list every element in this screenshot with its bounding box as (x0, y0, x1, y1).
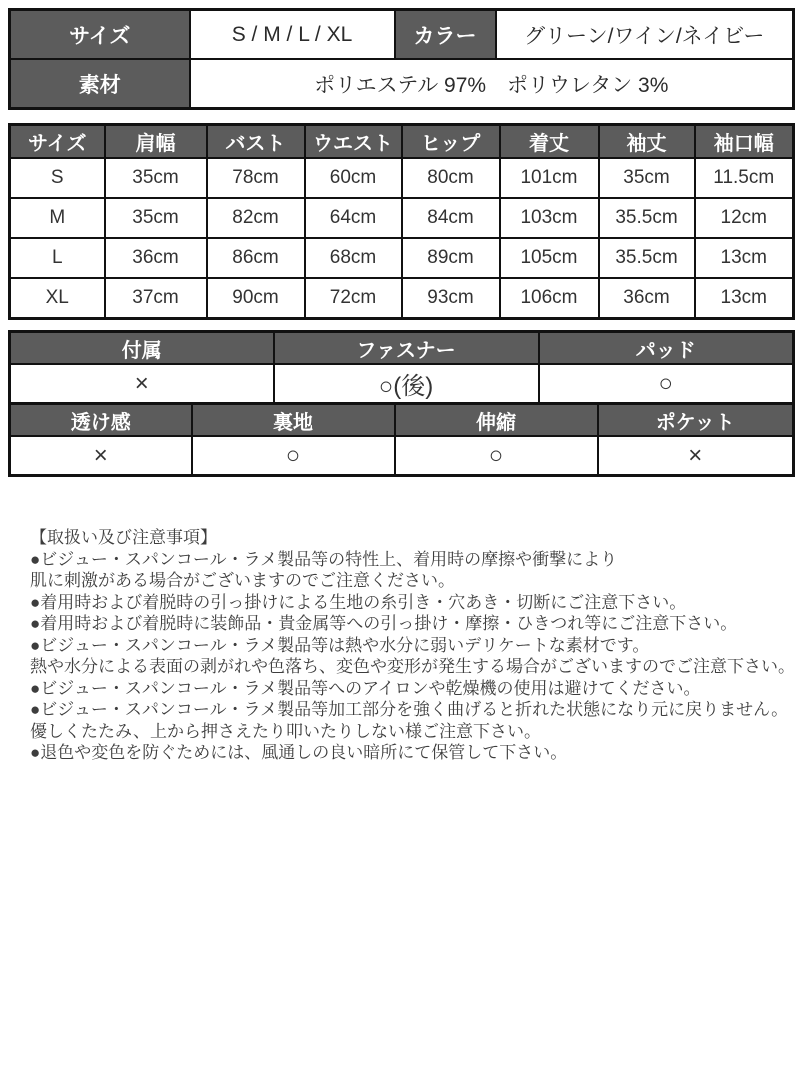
size-table-cell: 35cm (105, 198, 207, 238)
size-table-header-cell: サイズ (10, 125, 105, 159)
care-note-line: ●ビジュー・スパンコール・ラメ製品等へのアイロンや乾燥機の使用は避けてください。 (30, 678, 701, 698)
size-table-cell: 84cm (402, 198, 500, 238)
size-table-row-xl (10, 278, 794, 319)
spec-b-header-row (10, 404, 794, 437)
size-table-header-cell: 肩幅 (105, 125, 207, 159)
spec-value-cell: × (10, 364, 274, 404)
spec-header-cell: 伸縮 (395, 404, 598, 437)
spec-b-value-row (10, 436, 794, 476)
info-table (8, 8, 795, 110)
care-note-line: ●着用時および着脱時に装飾品・貴金属等への引っ掛け・摩擦・ひきつれ等にご注意下さい。 (30, 614, 738, 633)
size-table-cell: 106cm (500, 278, 599, 319)
care-note-line: ●着用時および着脱時の引っ掛けによる生地の糸引き・穴あき・切断にご注意下さい。 (30, 592, 687, 612)
size-table-cell: 12cm (695, 198, 794, 238)
care-note-line: 優しくたたみ、上から押さえたり叩いたりしない様ご注意下さい。 (30, 721, 542, 741)
size-table-cell: 90cm (207, 278, 305, 319)
size-table-cell: 101cm (500, 158, 599, 198)
size-table-cell: 82cm (207, 198, 305, 238)
size-table-cell: 11.5cm (695, 158, 794, 198)
info-table-row-material (10, 59, 794, 109)
size-table-cell: 35.5cm (599, 198, 695, 238)
size-table-cell: 78cm (207, 158, 305, 198)
color-value-cell: グリーン/ワイン/ネイビー (496, 10, 794, 60)
color-label-cell: カラー (395, 10, 496, 60)
size-table-cell: S (10, 158, 105, 198)
spec-header-cell: ポケット (598, 404, 794, 437)
spec-header-cell: 透け感 (10, 404, 192, 437)
size-table-cell: 93cm (402, 278, 500, 319)
size-table-header-cell: 着丈 (500, 125, 599, 159)
spec-value-cell: ○ (539, 364, 794, 404)
size-table-cell: 13cm (695, 278, 794, 319)
care-note-line: 熱や水分による表面の剥がれや色落ち、変色や変形が発生する場合がございますのでご注意下さい。 (30, 657, 795, 676)
care-note-line: ●ビジュー・スパンコール・ラメ製品等加工部分を強く曲げると折れた状態になり元に戻りません。 (30, 700, 789, 719)
size-table-row-l (10, 238, 794, 278)
size-table-cell: 60cm (305, 158, 402, 198)
size-table-header-row (10, 125, 794, 159)
spec-header-cell: 付属 (10, 332, 274, 365)
size-table-cell: 103cm (500, 198, 599, 238)
material-value-cell: ポリエステル 97% ポリウレタン 3% (190, 59, 794, 109)
size-table-cell: XL (10, 278, 105, 319)
size-table-row-s (10, 158, 794, 198)
care-notes (8, 527, 795, 764)
size-value-cell: S / M / L / XL (190, 10, 395, 60)
size-table-cell: 72cm (305, 278, 402, 319)
size-table-cell: M (10, 198, 105, 238)
size-table-cell: 13cm (695, 238, 794, 278)
care-notes-title: 【取扱い及び注意事項】 (30, 528, 217, 547)
size-table-cell: 35cm (599, 158, 695, 198)
size-table-header-cell: バスト (207, 125, 305, 159)
size-table-cell: 105cm (500, 238, 599, 278)
spec-value-cell: ○ (395, 436, 598, 476)
spec-table-accessories (8, 330, 795, 405)
spec-table-features (8, 402, 795, 477)
care-note-line: ●退色や変色を防ぐためには、風通しの良い暗所にて保管して下さい。 (30, 743, 568, 762)
size-table-cell: L (10, 238, 105, 278)
size-table-cell: 64cm (305, 198, 402, 238)
spec-value-cell: × (10, 436, 192, 476)
info-table-row-size-color (10, 10, 794, 60)
size-table-cell: 35cm (105, 158, 207, 198)
size-table-cell: 80cm (402, 158, 500, 198)
care-note-line: ●ビジュー・スパンコール・ラメ製品等は熱や水分に弱いデリケートな素材です。 (30, 635, 650, 655)
spec-value-cell: ○(後) (274, 364, 539, 404)
material-label-cell: 素材 (10, 59, 190, 109)
spec-a-header-row (10, 332, 794, 365)
size-label-cell: サイズ (10, 10, 190, 60)
spec-header-cell: 裏地 (192, 404, 395, 437)
spec-value-cell: × (598, 436, 794, 476)
size-table-header-cell: ヒップ (402, 125, 500, 159)
size-measurement-table (8, 123, 795, 320)
size-table-cell: 36cm (599, 278, 695, 319)
size-table-cell: 68cm (305, 238, 402, 278)
size-table-cell: 86cm (207, 238, 305, 278)
care-note-line: ●ビジュー・スパンコール・ラメ製品等の特性上、着用時の摩擦や衝撃により (30, 549, 618, 569)
spec-header-cell: ファスナー (274, 332, 539, 365)
size-table-row-m (10, 198, 794, 238)
care-note-line: 肌に刺激がある場合がございますのでご注意ください。 (30, 571, 455, 590)
size-table-header-cell: 袖口幅 (695, 125, 794, 159)
spec-value-cell: ○ (192, 436, 395, 476)
spec-a-value-row (10, 364, 794, 404)
size-table-cell: 36cm (105, 238, 207, 278)
size-table-cell: 37cm (105, 278, 207, 319)
size-table-header-cell: ウエスト (305, 125, 402, 159)
size-table-cell: 35.5cm (599, 238, 695, 278)
spec-header-cell: パッド (539, 332, 794, 365)
size-table-cell: 89cm (402, 238, 500, 278)
size-table-header-cell: 袖丈 (599, 125, 695, 159)
